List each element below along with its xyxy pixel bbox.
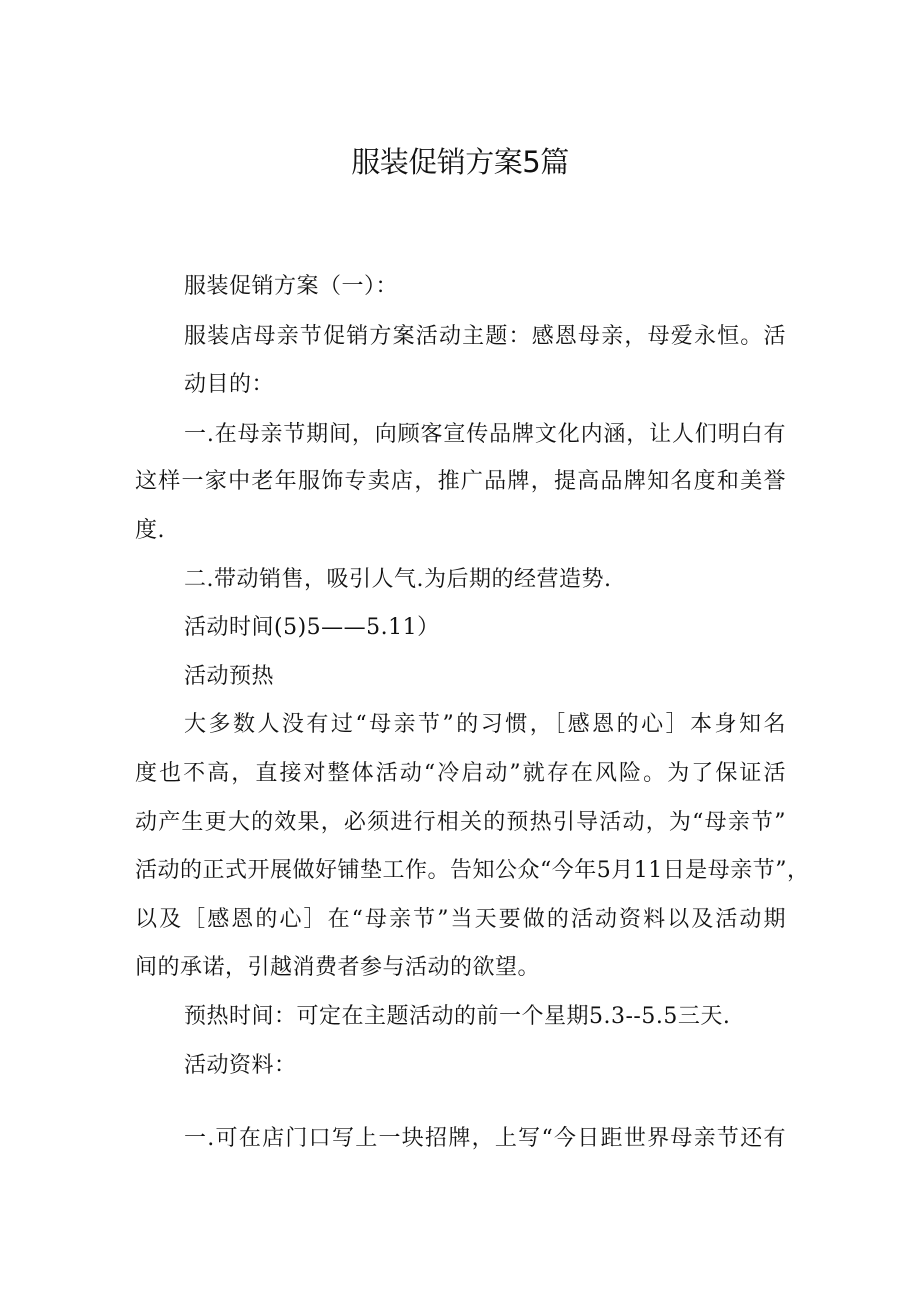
paragraph-line: 动目的：	[184, 372, 275, 397]
subheading: 活动预热	[184, 664, 275, 689]
paragraph-line: 这样一家中老年服饰专卖店，推广品牌，提高品牌知名度和美誉	[135, 469, 786, 494]
paragraph-line: 活动的正式开展做好铺垫工作。告知公众“今年5月11日是母亲节”，	[135, 858, 810, 883]
paragraph-line: 度也不高，直接对整体活动“冷启动”就存在风险。为了保证活	[135, 761, 786, 786]
paragraph-line: 服装店母亲节促销方案活动主题：感恩母亲，母爱永恒。活	[184, 324, 786, 349]
section-heading: 服装促销方案（一）：	[184, 274, 399, 299]
paragraph-line: 一.可在店门口写上一块招牌，上写“今日距世界母亲节还有	[184, 1126, 786, 1151]
paragraph-line: 度.	[135, 518, 165, 543]
subheading: 活动资料：	[184, 1053, 297, 1078]
paragraph-line: 动产生更大的效果，必须进行相关的预热引导活动，为“母亲节”	[135, 810, 786, 835]
paragraph-line: 二.带动销售，吸引人气.为后期的经营造势.	[184, 567, 612, 592]
paragraph-line: 以及［感恩的心］在“母亲节”当天要做的活动资料以及活动期	[135, 907, 786, 932]
paragraph-line: 一.在母亲节期间，向顾客宣传品牌文化内涵，让人们明白有	[184, 422, 786, 447]
document-title: 服装促销方案5篇	[351, 145, 569, 179]
paragraph-line: 间的承诺，引越消费者参与活动的欲望。	[135, 955, 541, 980]
paragraph-line: 预热时间：可定在主题活动的前一个星期5.3--5.5三天.	[184, 1004, 731, 1029]
paragraph-line: 活动时间(5)5——5.11）	[184, 615, 440, 640]
paragraph-line: 大多数人没有过“母亲节”的习惯，［感恩的心］本身知名	[184, 712, 786, 737]
